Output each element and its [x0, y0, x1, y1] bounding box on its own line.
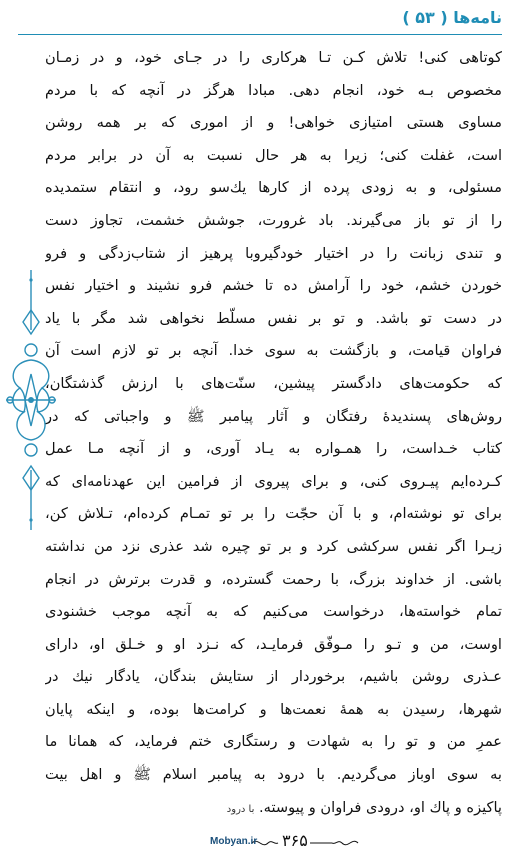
text-line: خوردن خشم، خود را آرامش ده تا خشم فرو نشیند و اختیار نفس: [45, 277, 502, 295]
site-brand: Mobyan.ir: [210, 836, 258, 847]
text-line: مخصوص بـه خود، انجام دهی. مبادا هرگز در آنچه که با مردم: [45, 81, 502, 99]
text-line: زیـرا اگر نفس سرکشی کرد و بر تو چیره شد عذری نزد من نداشته: [45, 537, 502, 555]
page-header: [0, 0, 520, 36]
text-line: روش‌های پسندیدهٔ رفتگان و آثار پیامبر ﷺ و واجباتی که در: [45, 407, 502, 425]
text-line: عمرِ من و تو را به شهادت و رستگاری ختم فرماید، که همانا ما: [45, 733, 502, 751]
page-number: ۳۶۵: [282, 831, 308, 850]
text-line-final: [45, 792, 502, 825]
text-line: عـذری روشن باشیم، برخوردار از ستایش بندگان، یادگار نیك در: [45, 668, 502, 686]
text-line: فراوان قیامت، و بازگشت به سوی خدا. آنچه بر تو لازم است آن: [45, 342, 502, 360]
final-line-text: پاکیزه و پاك او، درودی فراوان و پیوسته.: [259, 798, 502, 816]
text-line: کـرده‌ایم پیـروی کنی، و برای پیروی از فرامین این عهدنامه‌ای که: [45, 472, 502, 490]
text-line: است، غفلت کنی؛ زیرا به هر حال نسبت به آن در برابر مردم: [45, 146, 502, 164]
text-line: باشی. از خداوند بزرگ، با رحمت گسترده، و قدرت برترش در انجام: [45, 570, 502, 588]
text-line: در دست تو باشد. و تو بر نفس مسلّط نخواهی شد مگر با یاد: [45, 309, 502, 327]
header-divider: [18, 34, 502, 35]
text-line: به سوی اوباز می‌گردیم. با درود به پیامبر اسلام ﷺ و اهل بیت: [45, 766, 502, 784]
text-line: مساوی هستی امتیازی خواهی! و از اموری که بر همه روشن: [45, 114, 502, 132]
text-line: مسئولی، و به زودی پرده از کارها یك‌سو رود، و انتقام ستمدیده: [45, 179, 502, 197]
text-line: که حکومت‌های دادگستر پیشین، سنّت‌های با ارزش گذشتگان،: [45, 374, 502, 392]
text-line: کوتاهی کنی! تلاش کـن تـا هرکاری را در جـای خود، و در زمـان: [45, 49, 502, 66]
text-line: تمام خواسته‌ها، درخواست می‌کنیم که به آنچه موجب خشنودی: [45, 603, 502, 621]
text-line: برای تو نوشته‌ام، و با آن حجّت را بر تو تمـام کرده‌ام، تـلاش کن،: [45, 505, 502, 523]
chapter-title: نامه‌ها ( ۵۳ ): [402, 8, 502, 27]
text-line: اوست، من و تـو را مـوفّق فرمایـد، که نـزد او و خـلق او، دارای: [45, 635, 502, 653]
text-line: و تندی زبانت را در اختیار خودگیروبا پرهیز از شتاب‌زدگی و فرو: [45, 244, 502, 262]
body-text: [45, 42, 502, 824]
marginal-note: با درود: [226, 803, 255, 815]
text-line: را از تو باز می‌گیرند. باد غرورت، جوشش خشمت، تجاوز دست: [45, 211, 502, 229]
text-line: شهرها، رسیدن به همهٔ نعمت‌ها و کرامت‌ها بوده، و اینکه پایان: [45, 700, 502, 718]
page-footer: [0, 825, 520, 855]
floral-arabesque-icon: [2, 270, 60, 530]
text-line: کتاب خـداست، را همـواره به یـاد آوری، و از آنچه مـا عمل: [45, 440, 502, 458]
